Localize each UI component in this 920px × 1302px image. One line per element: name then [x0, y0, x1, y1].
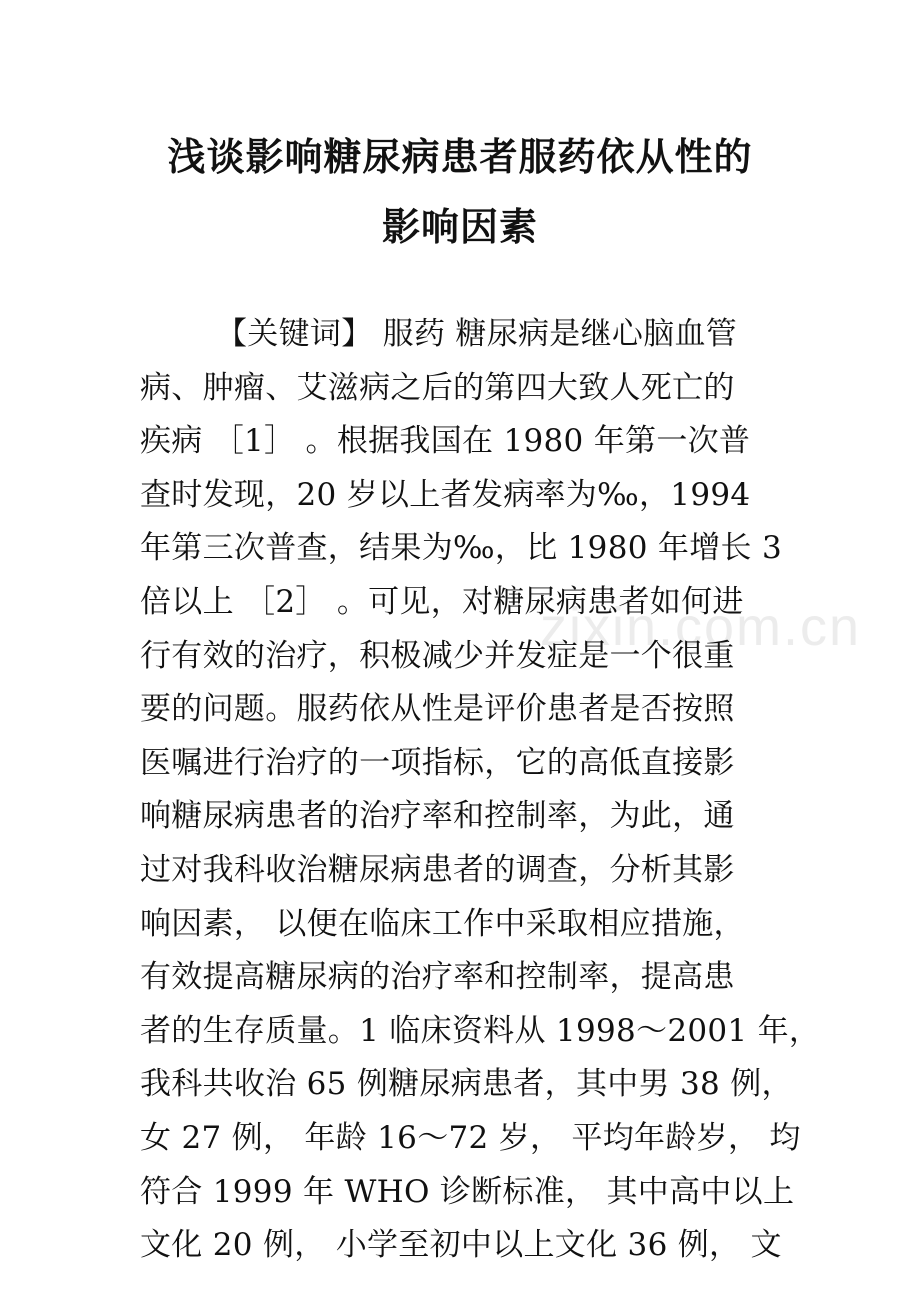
body-line: 病、肿瘤、艾滋病之后的第四大致人死亡的	[140, 369, 735, 406]
body-line: 年第三次普查，结果为‰，比 1980 年增长 3	[140, 530, 782, 567]
body-line: 文化 20 例， 小学至初中以上文化 36 例， 文	[140, 1227, 782, 1264]
body-line: 女 27 例， 年龄 16～72 岁， 平均年龄岁， 均	[140, 1119, 801, 1156]
body-line: 响因素， 以便在临床工作中采取相应措施，	[140, 905, 745, 942]
body-line: 疾病 ［1］ 。根据我国在 1980 年第一次普	[140, 423, 751, 460]
document-title-line-2: 影响因素	[381, 204, 538, 249]
watermark: zixin.com.cn	[540, 597, 862, 657]
body-line: 行有效的治疗，积极减少并发症是一个很重	[140, 637, 735, 674]
body-line: 【关键词】 服药 糖尿病是继心脑血管	[216, 316, 738, 352]
body-line: 者的生存质量。1 临床资料从 1998～2001 年，	[140, 1012, 821, 1049]
body-line: 有效提高糖尿病的治疗率和控制率，提高患	[140, 959, 735, 996]
body-line: 符合 1999 年 WHO 诊断标准， 其中高中以上	[140, 1173, 795, 1210]
body-line: 查时发现，20 岁以上者发病率为‰，1994	[140, 476, 751, 513]
body-line: 要的问题。服药依从性是评价患者是否按照	[140, 691, 735, 728]
body-line: 倍以上 ［2］ 。可见，对糖尿病患者如何进	[140, 583, 744, 620]
body-paragraph	[140, 308, 821, 1273]
document-title-line-1: 浅谈影响糖尿病患者服药依从性的	[167, 134, 753, 179]
body-line: 我科共收治 65 例糖尿病患者，其中男 38 例，	[140, 1066, 793, 1103]
body-line: 医嘱进行治疗的一项指标，它的高低直接影	[140, 744, 735, 781]
body-line: 响糖尿病患者的治疗率和控制率，为此，通	[140, 798, 735, 835]
body-line: 过对我科收治糖尿病患者的调查，分析其影	[140, 851, 735, 888]
